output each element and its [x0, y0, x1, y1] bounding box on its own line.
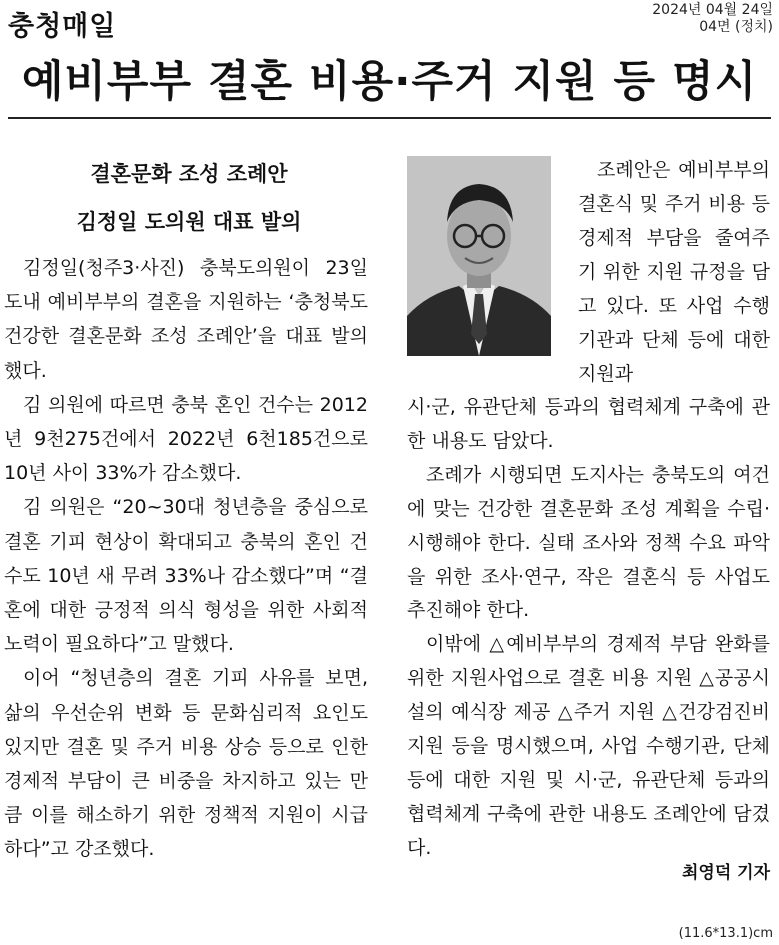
article-headline: 예비부부 결혼 비용·주거 지원 등 명시	[21, 57, 758, 107]
article-body-right-top	[578, 153, 770, 391]
portrait-photo	[407, 156, 551, 356]
paragraph: 시·군, 유관단체 등과의 협력체계 구축에 관한 내용도 담았다.	[407, 396, 770, 452]
subheadline-2: 김정일 도의원 대표 발의	[76, 210, 302, 234]
portrait-illustration	[407, 156, 551, 356]
publish-date: 2024년 04월 24일	[652, 2, 773, 18]
paragraph: 조례가 시행되면 도지사는 충북도의 여건에 맞는 건강한 결혼문화 조성 계획을 수립·시행해야 한다. 실태 조사와 정책 수요 파악을 위한 조사·연구, 작은 결혼식 등 사업도 추진해야 한다.	[407, 463, 770, 622]
newspaper-masthead: 충청매일	[8, 11, 117, 42]
page-section: 04면 (정치)	[699, 19, 773, 35]
reporter-byline: 최영덕 기자	[681, 863, 770, 883]
paragraph: 이어 “청년층의 결혼 기피 사유를 보면, 삶의 우선순위 변화 등 문화심리적 요인도 있지만 결혼 및 주거 비용 상승 등으로 인한 경제적 부담이 큰 비중을 차지하고 있는 만큼 이를 해소하기 위한 정책적 지원이 시급하다”고 강조했다.	[4, 667, 368, 861]
clipping-size-note: (11.6*13.1)cm	[678, 926, 773, 941]
paragraph: 김정일(청주3·사진) 충북도의원이 23일 도내 예비부부의 결혼을 지원하는 ‘충청북도 건강한 결혼문화 조성 조례안’을 대표 발의했다.	[4, 257, 368, 382]
dateline	[652, 2, 773, 36]
paragraph: 김 의원은 “20~30대 청년층을 중심으로 결혼 기피 현상이 확대되고 충북의 혼인 건수도 10년 새 무려 33%나 감소했다”며 “결혼에 대한 긍정적 의식 형성을 위한 사회적 노력이 필요하다”고 말했다.	[4, 496, 368, 656]
article-body-right	[407, 391, 770, 866]
paragraph: 이밖에 △예비부부의 경제적 부담 완화를 위한 지원사업으로 결혼 비용 지원 △공공시설의 예식장 제공 △주거 지원 △건강검진비 지원 등을 명시했으며, 사업 수행기관, 단체 등에 대한 지원 및 시·군, 유관단체 등과의 협력체계 구축에 관한 내용도 조례안에 담겼다.	[407, 633, 770, 859]
headline-divider	[8, 117, 771, 119]
paragraph: 조례안은 예비부부의 결혼식 및 주거 비용 등 경제적 부담을 줄여주기 위한 지원 규정을 담고 있다. 또 사업 수행기관과 단체 등에 대한 지원과	[578, 159, 770, 385]
subheadline-1: 결혼문화 조성 조례안	[90, 162, 288, 186]
paragraph: 김 의원에 따르면 충북 혼인 건수는 2012년 9천275건에서 2022년 6천185건으로 10년 사이 33%가 감소했다.	[4, 393, 368, 485]
article-body-left	[4, 251, 368, 867]
